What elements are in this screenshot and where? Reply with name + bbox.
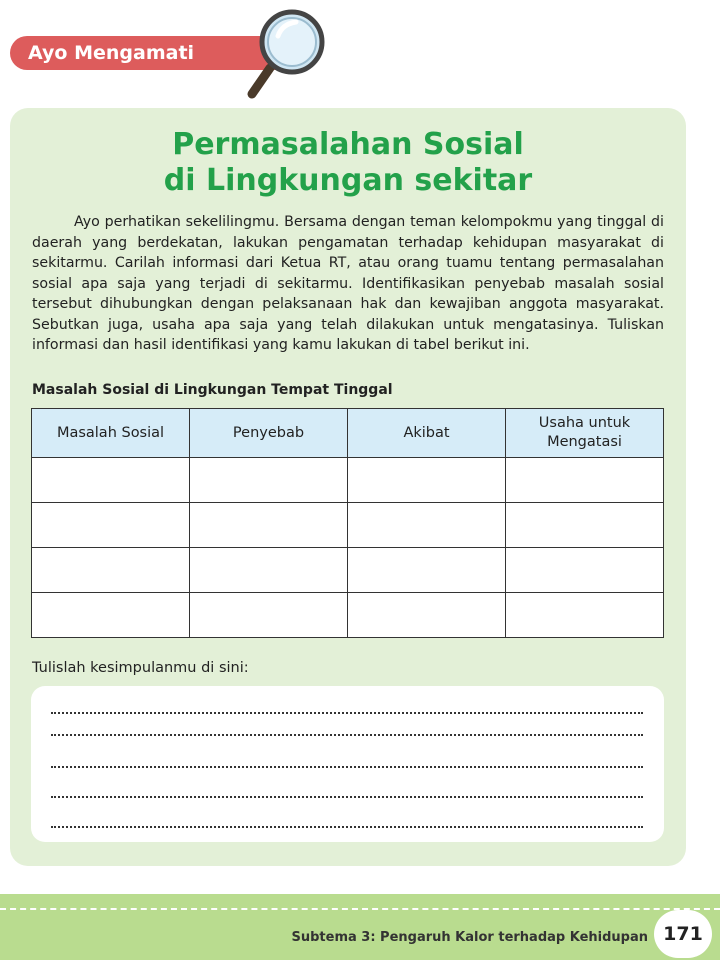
table-cell[interactable]: [190, 458, 348, 503]
table-row: [32, 593, 664, 638]
table-cell[interactable]: [32, 593, 190, 638]
table-row: [32, 548, 664, 593]
table-cell[interactable]: [506, 503, 664, 548]
section-label: Ayo Mengamati: [28, 42, 195, 64]
table-row: [32, 458, 664, 503]
header-penyebab: Penyebab: [190, 409, 348, 458]
writing-line[interactable]: [51, 766, 643, 768]
page-number: 171: [654, 910, 712, 958]
writing-line[interactable]: [51, 826, 643, 828]
conclusion-label: Tulislah kesimpulanmu di sini:: [32, 660, 249, 676]
table-cell[interactable]: [348, 548, 506, 593]
table-row: [32, 503, 664, 548]
table-cell[interactable]: [190, 503, 348, 548]
header-usaha: Usaha untuk Mengatasi: [506, 409, 664, 458]
table-cell[interactable]: [32, 458, 190, 503]
conclusion-box[interactable]: [31, 686, 664, 842]
table-cell[interactable]: [506, 548, 664, 593]
table-cell[interactable]: [348, 503, 506, 548]
writing-line[interactable]: [51, 796, 643, 798]
observation-table: [31, 408, 664, 638]
table-cell[interactable]: [190, 548, 348, 593]
table-cell[interactable]: [348, 458, 506, 503]
page-footer: [0, 894, 720, 960]
table-cell[interactable]: [190, 593, 348, 638]
table-cell[interactable]: [32, 548, 190, 593]
footer-subtheme: Subtema 3: Pengaruh Kalor terhadap Kehidupan: [291, 930, 648, 945]
table-caption: Masalah Sosial di Lingkungan Tempat Tinggal: [32, 382, 393, 398]
magnifier-icon: [242, 6, 332, 102]
table-header-row: [32, 409, 664, 458]
instruction-paragraph: Ayo perhatikan sekelilingmu. Bersama dengan teman kelompokmu yang tinggal di daerah yang berdekatan, lakukan pengamatan terhadap kehidupan masyarakat di sekitarmu. Carilah informasi dari Ketua RT, atau orang tuamu tentang permasalahan sosial apa saja yang terjadi di sekitarmu. Identifikasikan penyebab masalah sosial tersebut dihubungkan dengan pelaksanaan hak dan kewajiban anggota masyarakat. Sebutkan juga, usaha apa saja yang telah dilakukan untuk mengatasinya. Tuliskan informasi dan hasil identifikasi yang kamu lakukan di tabel berikut ini.: [32, 214, 664, 353]
header-masalah-sosial: Masalah Sosial: [32, 409, 190, 458]
writing-line[interactable]: [51, 712, 643, 714]
table-cell[interactable]: [348, 593, 506, 638]
section-ribbon: [10, 36, 280, 70]
footer-divider: [0, 908, 720, 910]
table-cell[interactable]: [506, 593, 664, 638]
page-title-line2: di Lingkungan sekitar: [163, 163, 533, 198]
table-cell[interactable]: [506, 458, 664, 503]
header-akibat: Akibat: [348, 409, 506, 458]
writing-line[interactable]: [51, 734, 643, 736]
page-title-line1: Permasalahan Sosial: [172, 127, 524, 162]
table-cell[interactable]: [32, 503, 190, 548]
